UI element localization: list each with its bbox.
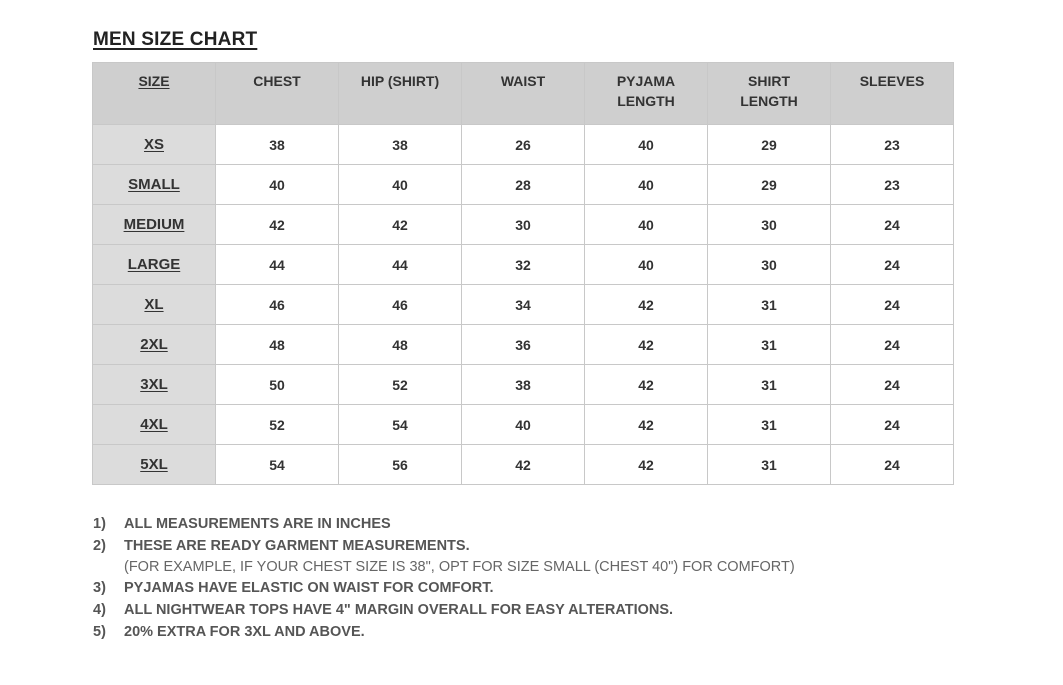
note-number: 1) [93, 516, 106, 532]
column-header-shirt-length [708, 63, 831, 125]
measurement-cell-hip-shirt: 48 [339, 325, 462, 365]
column-header-label: SIZE [138, 73, 170, 89]
note-item [93, 535, 795, 557]
measurement-cell-chest: 42 [216, 205, 339, 245]
measurement-cell-sleeves: 24 [831, 325, 954, 365]
size-label-cell: XS [93, 125, 216, 165]
note-text: PYJAMAS HAVE ELASTIC ON WAIST FOR COMFORT. [124, 580, 494, 596]
size-label-cell: XL [93, 285, 216, 325]
measurement-cell-chest: 52 [216, 405, 339, 445]
measurement-cell-shirt-length: 29 [708, 125, 831, 165]
measurement-cell-pyjama-length: 40 [585, 205, 708, 245]
measurement-cell-chest: 54 [216, 445, 339, 485]
measurement-cell-pyjama-length: 42 [585, 285, 708, 325]
measurement-cell-waist: 38 [462, 365, 585, 405]
note-text: 20% EXTRA FOR 3XL AND ABOVE. [124, 624, 365, 640]
note-number: 5) [93, 624, 106, 640]
table-row [93, 125, 954, 165]
measurement-cell-pyjama-length: 42 [585, 365, 708, 405]
column-header-pyjama-length [585, 63, 708, 125]
size-label-cell: 3XL [93, 365, 216, 405]
column-header-hip-shirt [339, 63, 462, 125]
measurement-cell-shirt-length: 29 [708, 165, 831, 205]
measurement-cell-pyjama-length: 42 [585, 325, 708, 365]
measurement-cell-shirt-length: 31 [708, 405, 831, 445]
measurement-cell-waist: 32 [462, 245, 585, 285]
measurement-cell-chest: 40 [216, 165, 339, 205]
table-header-row [93, 63, 954, 125]
note-number: 3) [93, 580, 106, 596]
column-header-label: CHEST [253, 73, 301, 89]
measurement-cell-waist: 28 [462, 165, 585, 205]
measurement-cell-shirt-length: 31 [708, 365, 831, 405]
measurement-cell-pyjama-length: 40 [585, 165, 708, 205]
measurement-cell-sleeves: 24 [831, 285, 954, 325]
measurement-cell-sleeves: 23 [831, 125, 954, 165]
measurement-cell-pyjama-length: 42 [585, 445, 708, 485]
note-text: THESE ARE READY GARMENT MEASUREMENTS. [124, 538, 470, 554]
measurement-cell-sleeves: 24 [831, 205, 954, 245]
note-text: (FOR EXAMPLE, IF YOUR CHEST SIZE IS 38", OPT FOR SIZE SMALL (CHEST 40") FOR COMFORT) [124, 559, 795, 575]
column-header-label: WAIST [500, 73, 546, 89]
measurement-cell-chest: 44 [216, 245, 339, 285]
size-label-cell: MEDIUM [93, 205, 216, 245]
size-chart-table [92, 62, 954, 485]
measurement-cell-chest: 38 [216, 125, 339, 165]
measurement-cell-waist: 36 [462, 325, 585, 365]
measurement-cell-sleeves: 24 [831, 245, 954, 285]
measurement-cell-hip-shirt: 56 [339, 445, 462, 485]
note-text: ALL MEASUREMENTS ARE IN INCHES [124, 516, 391, 532]
measurement-cell-waist: 40 [462, 405, 585, 445]
column-header-sleeves [831, 63, 954, 125]
column-header-chest [216, 63, 339, 125]
measurement-cell-chest: 48 [216, 325, 339, 365]
table-row [93, 245, 954, 285]
note-item [93, 599, 795, 621]
measurement-cell-shirt-length: 31 [708, 325, 831, 365]
column-header-label: SLEEVES [859, 73, 925, 89]
measurement-cell-waist: 26 [462, 125, 585, 165]
measurement-cell-shirt-length: 31 [708, 285, 831, 325]
measurement-cell-waist: 34 [462, 285, 585, 325]
measurement-cell-chest: 46 [216, 285, 339, 325]
column-header-waist [462, 63, 585, 125]
table-body [93, 125, 954, 485]
size-label-cell: 5XL [93, 445, 216, 485]
note-example [93, 557, 795, 577]
size-label-cell: LARGE [93, 245, 216, 285]
measurement-cell-pyjama-length: 40 [585, 245, 708, 285]
measurement-cell-sleeves: 24 [831, 365, 954, 405]
measurement-cell-shirt-length: 30 [708, 245, 831, 285]
note-item [93, 513, 795, 535]
measurement-cell-waist: 30 [462, 205, 585, 245]
measurement-cell-pyjama-length: 40 [585, 125, 708, 165]
measurement-cell-shirt-length: 31 [708, 445, 831, 485]
table-row [93, 325, 954, 365]
measurement-cell-sleeves: 24 [831, 445, 954, 485]
column-header-label: PYJAMA [616, 73, 676, 89]
measurement-cell-sleeves: 24 [831, 405, 954, 445]
page-title: MEN SIZE CHART [93, 29, 258, 50]
measurement-cell-hip-shirt: 54 [339, 405, 462, 445]
measurement-cell-hip-shirt: 40 [339, 165, 462, 205]
note-item [93, 577, 795, 599]
table-row [93, 285, 954, 325]
table-row [93, 365, 954, 405]
measurement-cell-waist: 42 [462, 445, 585, 485]
note-item [93, 621, 795, 643]
measurement-cell-chest: 50 [216, 365, 339, 405]
measurement-cell-hip-shirt: 44 [339, 245, 462, 285]
column-header-label: LENGTH [740, 93, 798, 109]
note-text: ALL NIGHTWEAR TOPS HAVE 4" MARGIN OVERALL FOR EASY ALTERATIONS. [124, 602, 674, 618]
measurement-cell-pyjama-length: 42 [585, 405, 708, 445]
size-label-cell: SMALL [93, 165, 216, 205]
column-header-size [93, 63, 216, 125]
table-row [93, 405, 954, 445]
note-number: 4) [93, 602, 106, 618]
measurement-cell-hip-shirt: 42 [339, 205, 462, 245]
column-header-label: LENGTH [617, 93, 675, 109]
column-header-label: HIP (SHIRT) [360, 73, 440, 89]
measurement-cell-hip-shirt: 46 [339, 285, 462, 325]
size-label-cell: 4XL [93, 405, 216, 445]
measurement-cell-hip-shirt: 52 [339, 365, 462, 405]
measurement-cell-sleeves: 23 [831, 165, 954, 205]
note-number: 2) [93, 538, 106, 554]
table-row [93, 165, 954, 205]
measurement-cell-shirt-length: 30 [708, 205, 831, 245]
table-row [93, 445, 954, 485]
measurement-cell-hip-shirt: 38 [339, 125, 462, 165]
column-header-label: SHIRT [748, 73, 790, 89]
notes-list [93, 513, 795, 643]
table-row [93, 205, 954, 245]
size-label-cell: 2XL [93, 325, 216, 365]
